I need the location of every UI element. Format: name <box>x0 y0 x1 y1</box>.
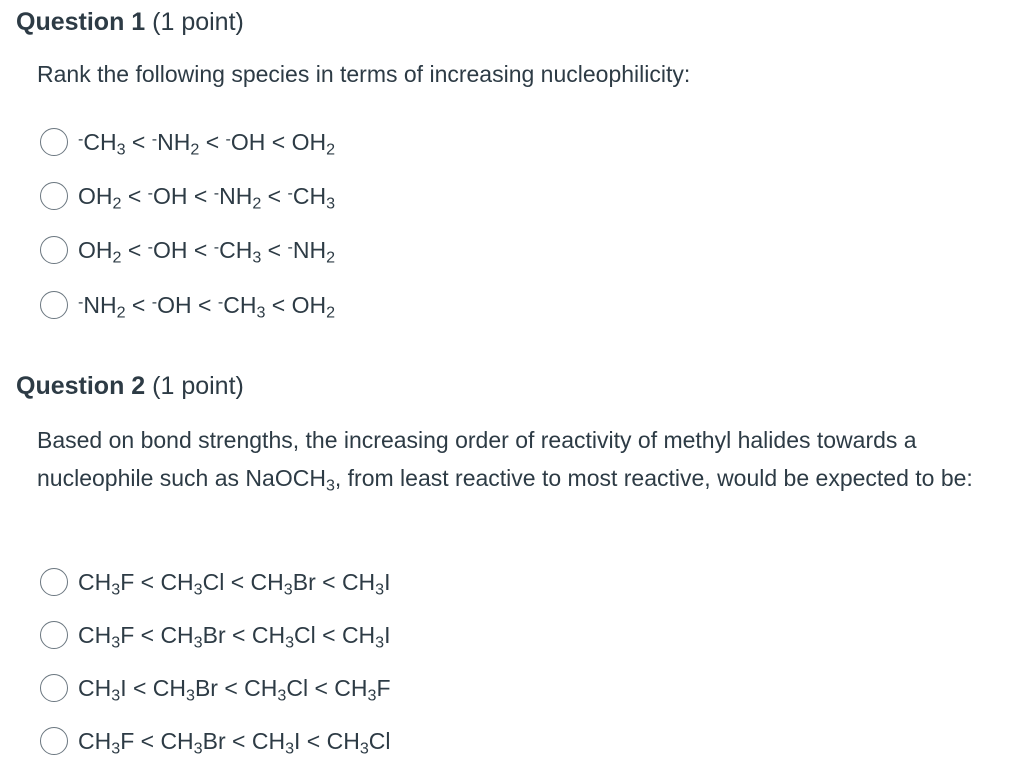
q1-option-2[interactable] <box>40 179 335 213</box>
radio-unselected-icon[interactable] <box>40 236 68 264</box>
question-2-title: Question 2 <box>16 372 146 400</box>
q2-option-4-label: $CH_3F < CH_3Br < CH_3I < CH_3Cl$ <box>78 727 391 757</box>
q1-option-1[interactable] <box>40 125 335 159</box>
q2-option-2[interactable] <box>40 618 391 652</box>
q1-option-3-label: $OH_2 < ^-OH < ^-CH_3 < ^-NH_2$ <box>78 236 336 266</box>
q1-option-4-label: $^-NH_2 < ^-OH < ^-CH_3 < OH_2$ <box>78 291 336 321</box>
radio-unselected-icon[interactable] <box>40 568 68 596</box>
q1-option-4[interactable] <box>40 288 335 322</box>
q2-option-2-label: $CH_3F < CH_3Br < CH_3Cl < CH_3I$ <box>78 621 391 651</box>
radio-unselected-icon[interactable] <box>40 182 68 210</box>
q2-option-1[interactable] <box>40 565 391 599</box>
question-1-title: Question 1 <box>16 8 146 36</box>
question-2-points: (1 point) <box>152 372 244 400</box>
radio-unselected-icon[interactable] <box>40 291 68 319</box>
question-1-points: (1 point) <box>152 8 244 36</box>
radio-unselected-icon[interactable] <box>40 128 68 156</box>
question-1-prompt: Rank the following species in terms of increasing nucleophilicity: <box>37 61 691 87</box>
question-2-header <box>16 371 244 401</box>
question-1-header <box>16 7 244 37</box>
radio-unselected-icon[interactable] <box>40 727 68 755</box>
q1-option-2-label: $OH_2 < ^-OH < ^-NH_2 < ^-CH_3$ <box>78 182 336 212</box>
radio-unselected-icon[interactable] <box>40 674 68 702</box>
q2-option-3[interactable] <box>40 671 391 705</box>
q1-option-3[interactable] <box>40 233 335 267</box>
q1-option-1-label: $^-CH_3 < ^-NH_2 < ^-OH < OH_2$ <box>78 128 336 158</box>
question-2-prompt: Based on bond strengths, the increasing order of reactivity of methyl halides towards a nucleophile such as NaOCH$_3$, from least reactive to most reactive, would be expected to be: <box>37 427 973 495</box>
radio-unselected-icon[interactable] <box>40 621 68 649</box>
q2-option-4[interactable] <box>40 724 391 758</box>
q2-option-3-label: $CH_3I < CH_3Br < CH_3Cl < CH_3F$ <box>78 674 391 704</box>
q2-option-1-label: $CH_3F < CH_3Cl < CH_3Br < CH_3I$ <box>78 568 391 598</box>
